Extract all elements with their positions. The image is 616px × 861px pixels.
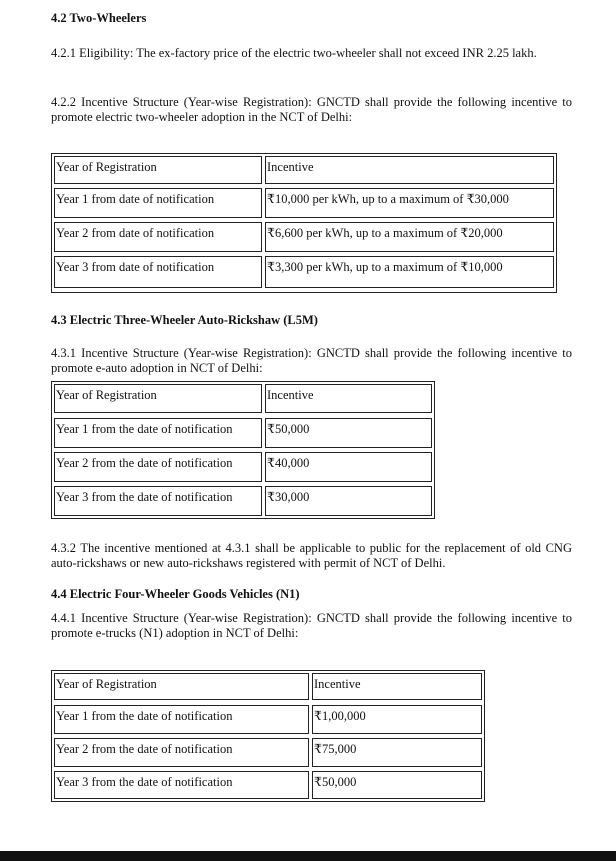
- table-header-year: Year of Registration: [54, 673, 309, 700]
- paragraph-eligibility: 4.2.1 Eligibility: The ex-factory price of the electric two-wheeler shall not exceed INR 2.25 lakh.: [51, 46, 537, 60]
- table-cell-incentive: ₹6,600 per kWh, up to a maximum of ₹20,000: [265, 222, 554, 252]
- three-wheeler-incentive-table: [51, 381, 435, 519]
- table-cell-incentive: ₹10,000 per kWh, up to a maximum of ₹30,000: [265, 188, 554, 218]
- table-cell-year: Year 3 from the date of notification: [54, 486, 262, 516]
- table-header-incentive: Incentive: [265, 156, 554, 184]
- paragraph-two-wheeler-incentive: 4.2.2 Incentive Structure (Year-wise Registration): GNCTD shall provide the following incentive to promote electric two-wheeler adoption in the NCT of Delhi:: [51, 95, 572, 124]
- table-cell-incentive: ₹75,000: [312, 738, 482, 767]
- table-cell-incentive: ₹50,000: [265, 418, 432, 448]
- table-header-incentive: Incentive: [312, 673, 482, 700]
- table-cell-year: Year 1 from the date of notification: [54, 418, 262, 448]
- page-bottom-edge: [0, 851, 616, 861]
- table-cell-year: Year 3 from the date of notification: [54, 771, 309, 799]
- table-cell-year: Year 1 from date of notification: [54, 188, 262, 218]
- section-heading-two-wheelers: 4.2 Two-Wheelers: [51, 11, 147, 25]
- table-cell-incentive: ₹50,000: [312, 771, 482, 799]
- table-cell-year: Year 2 from the date of notification: [54, 452, 262, 482]
- table-cell-incentive: ₹3,300 per kWh, up to a maximum of ₹10,000: [265, 256, 554, 288]
- table-cell-year: Year 2 from date of notification: [54, 222, 262, 252]
- table-cell-year: Year 2 from the date of notification: [54, 738, 309, 767]
- section-heading-four-wheelers: 4.4 Electric Four-Wheeler Goods Vehicles (N1): [51, 587, 300, 601]
- section-heading-three-wheelers: 4.3 Electric Three-Wheeler Auto-Rickshaw (L5M): [51, 313, 318, 327]
- table-header-year: Year of Registration: [54, 384, 262, 413]
- table-header-incentive: Incentive: [265, 384, 432, 413]
- paragraph-replacement-note: 4.3.2 The incentive mentioned at 4.3.1 shall be applicable to public for the replacement of old CNG auto-rickshaws or new auto-rickshaws registered with permit of NCT of Delhi.: [51, 541, 572, 570]
- table-cell-incentive: ₹40,000: [265, 452, 432, 482]
- four-wheeler-incentive-table: [51, 670, 485, 802]
- table-cell-incentive: ₹1,00,000: [312, 705, 482, 734]
- paragraph-four-wheeler-incentive: 4.4.1 Incentive Structure (Year-wise Registration): GNCTD shall provide the following incentive to promote e-trucks (N1) adoption in NCT of Delhi:: [51, 611, 572, 640]
- table-cell-year: Year 1 from the date of notification: [54, 705, 309, 734]
- table-cell-year: Year 3 from date of notification: [54, 256, 262, 288]
- paragraph-three-wheeler-incentive: 4.3.1 Incentive Structure (Year-wise Registration): GNCTD shall provide the following incentive to promote e-auto adoption in NCT of Delhi:: [51, 346, 572, 375]
- two-wheeler-incentive-table: [51, 153, 557, 293]
- table-cell-incentive: ₹30,000: [265, 486, 432, 516]
- table-header-year: Year of Registration: [54, 156, 262, 184]
